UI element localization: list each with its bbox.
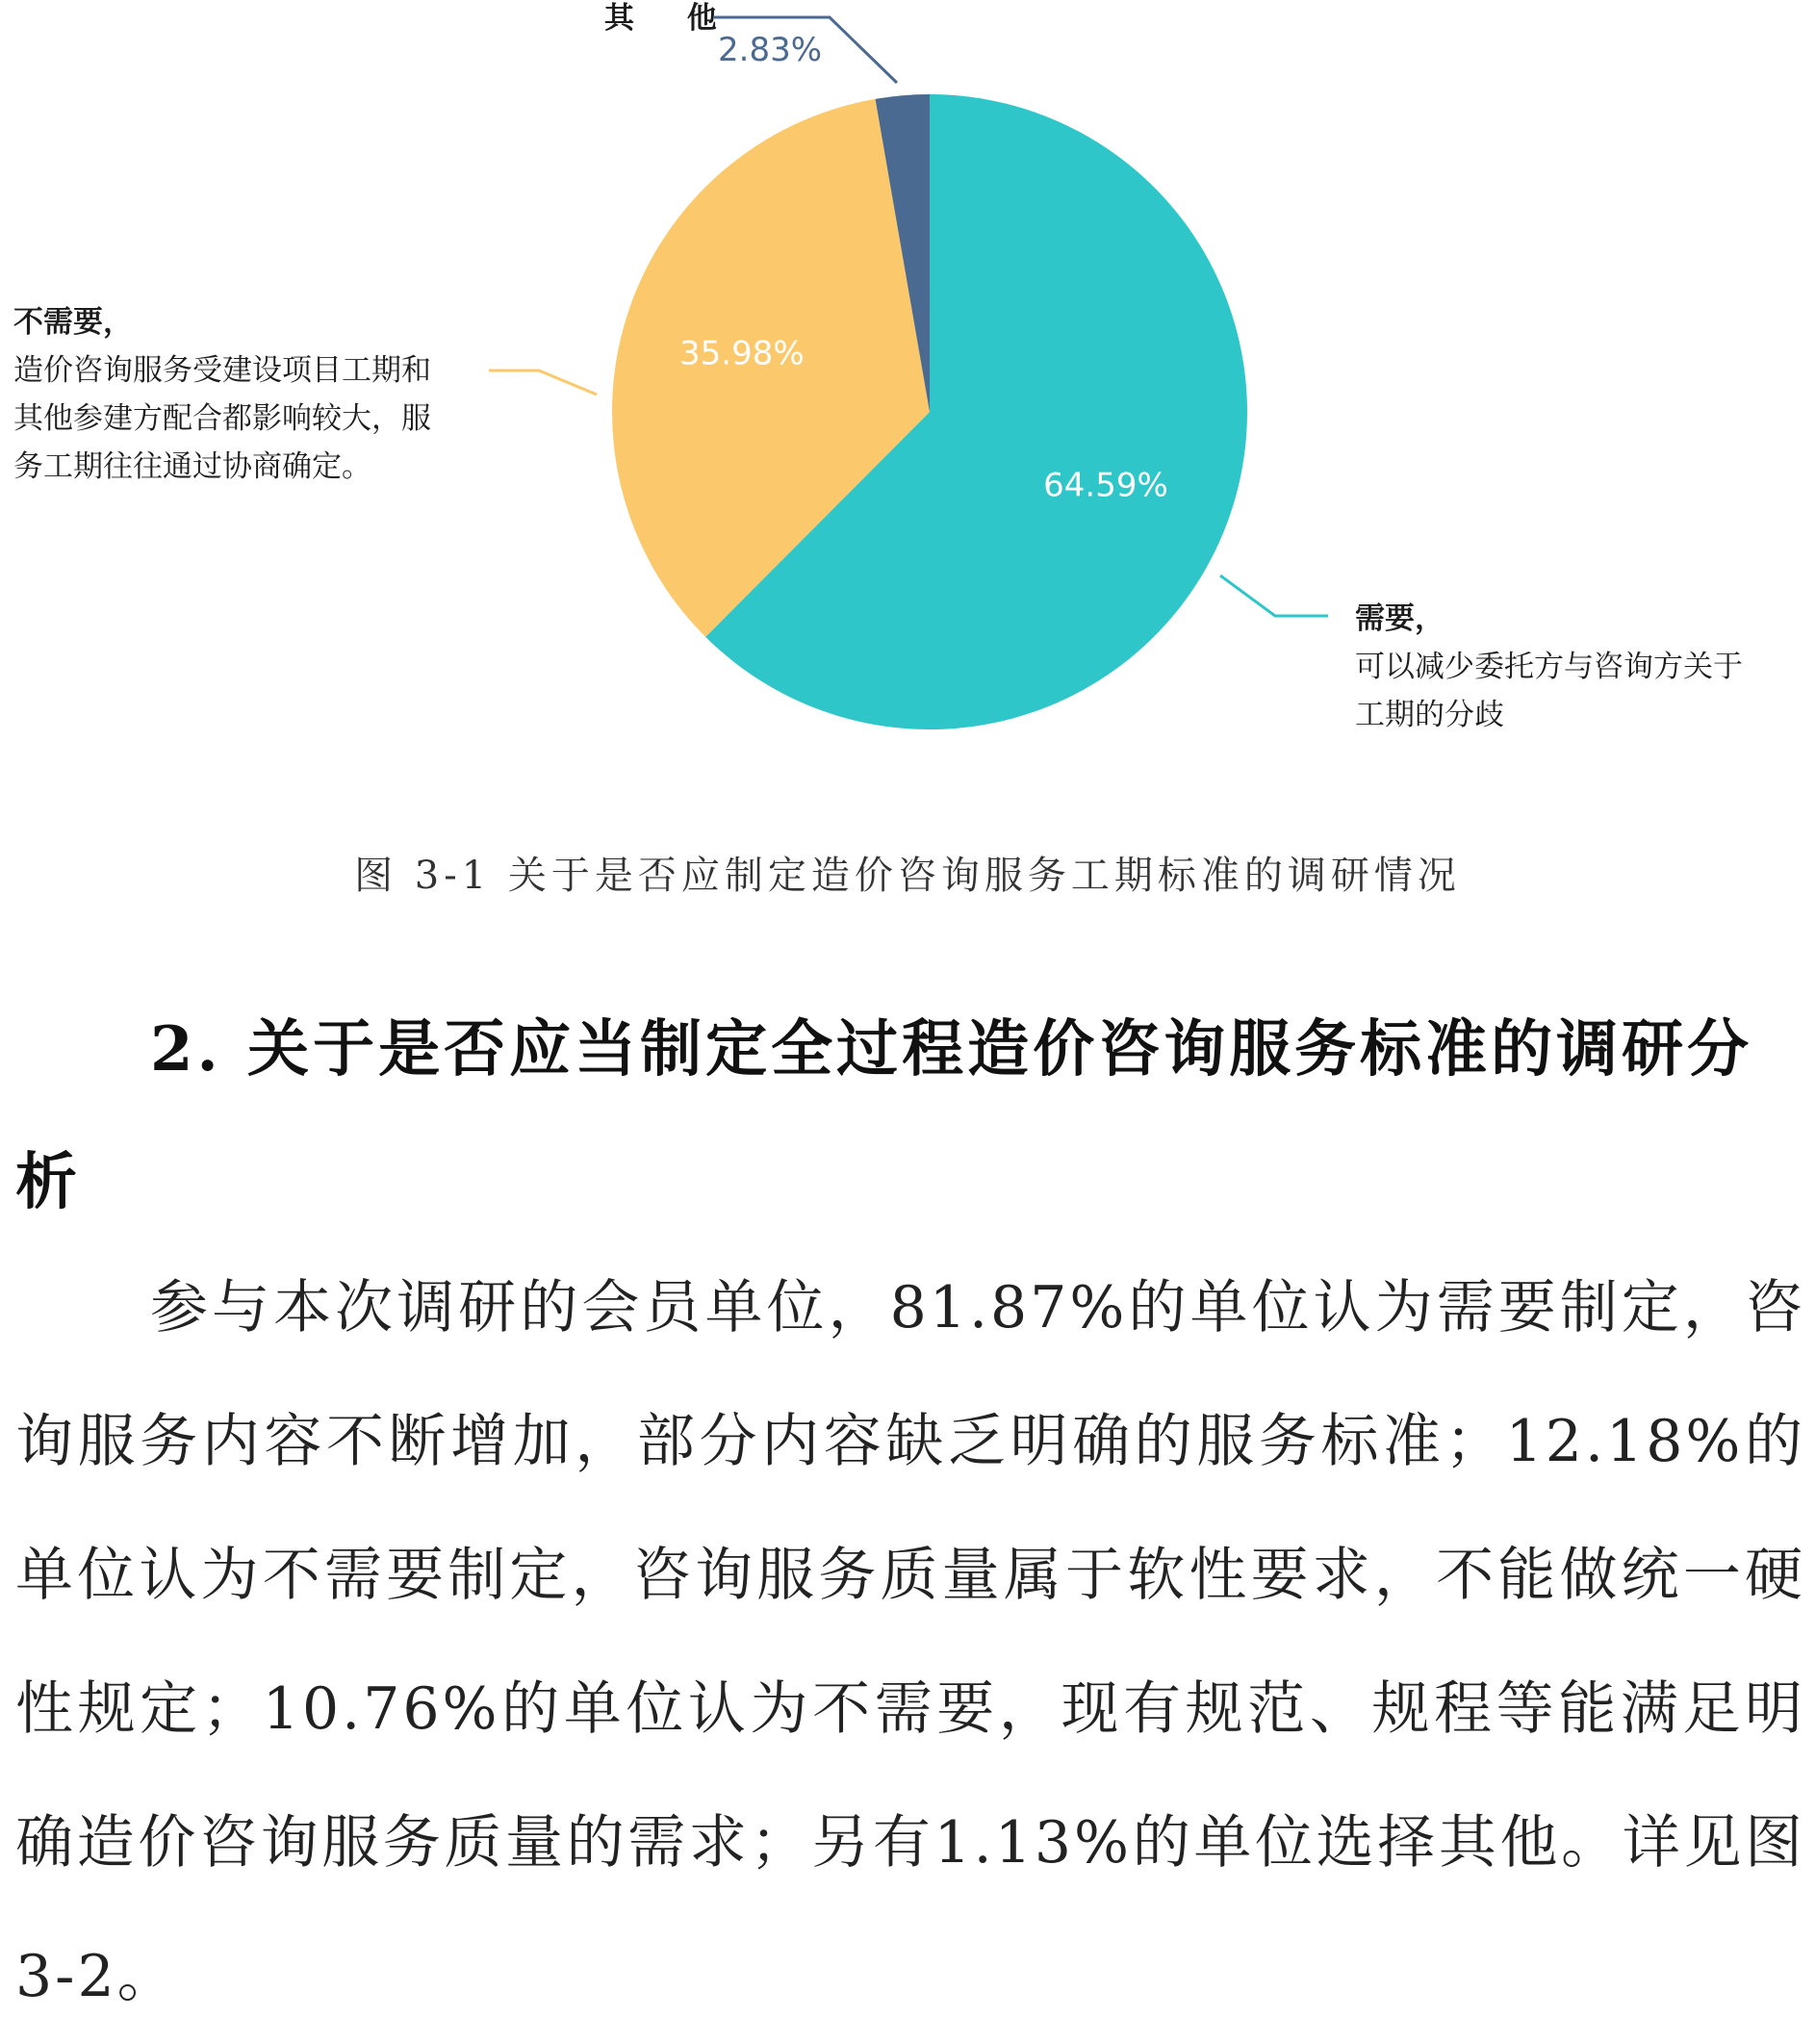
pie-slice-label-1: 35.98%	[679, 334, 805, 373]
callout-no-line-2: 其他参建方配合都影响较大，服	[13, 401, 431, 436]
callout-other-title: 其 他	[604, 1, 738, 36]
pie-slice-label-0: 64.59%	[1043, 466, 1168, 505]
callout-yes-line-2: 工期的分歧	[1355, 698, 1504, 732]
figure-caption: 图 3-1 关于是否应制定造价咨询服务工期标准的调研情况	[354, 854, 1461, 898]
callout-no-line-1: 造价咨询服务受建设项目工期和	[13, 353, 431, 388]
callout-no	[13, 298, 466, 491]
section-heading: 2. 关于是否应当制定全过程造价咨询服务标准的调研分析	[15, 1013, 1753, 1218]
callout-no-title: 不需要，	[13, 305, 133, 340]
leader-line-yes	[1220, 575, 1328, 616]
callout-yes-title: 需要，	[1355, 601, 1444, 636]
callout-no-line-3: 务工期往往通过协商确定。	[13, 449, 371, 484]
leader-line-no	[489, 370, 597, 395]
callout-other-value: 2.83%	[718, 31, 823, 69]
section-paragraph: 参与本次调研的会员单位，81.87%的单位认为需要制定，咨询服务内容不断增加，部分内容缺乏明确的服务标准；12.18%的单位认为不需要制定，咨询服务质量属于软性要求，不能做统一硬性规定；10.76%的单位认为不需要，现有规范、规程等能满足明确造价咨询服务质量的需求；另有1.13%的单位选择其他。详见图 3-2。	[15, 1274, 1805, 2010]
callout-yes	[1355, 595, 1807, 739]
callout-yes-line-1: 可以减少委托方与咨询方关于	[1355, 650, 1743, 684]
